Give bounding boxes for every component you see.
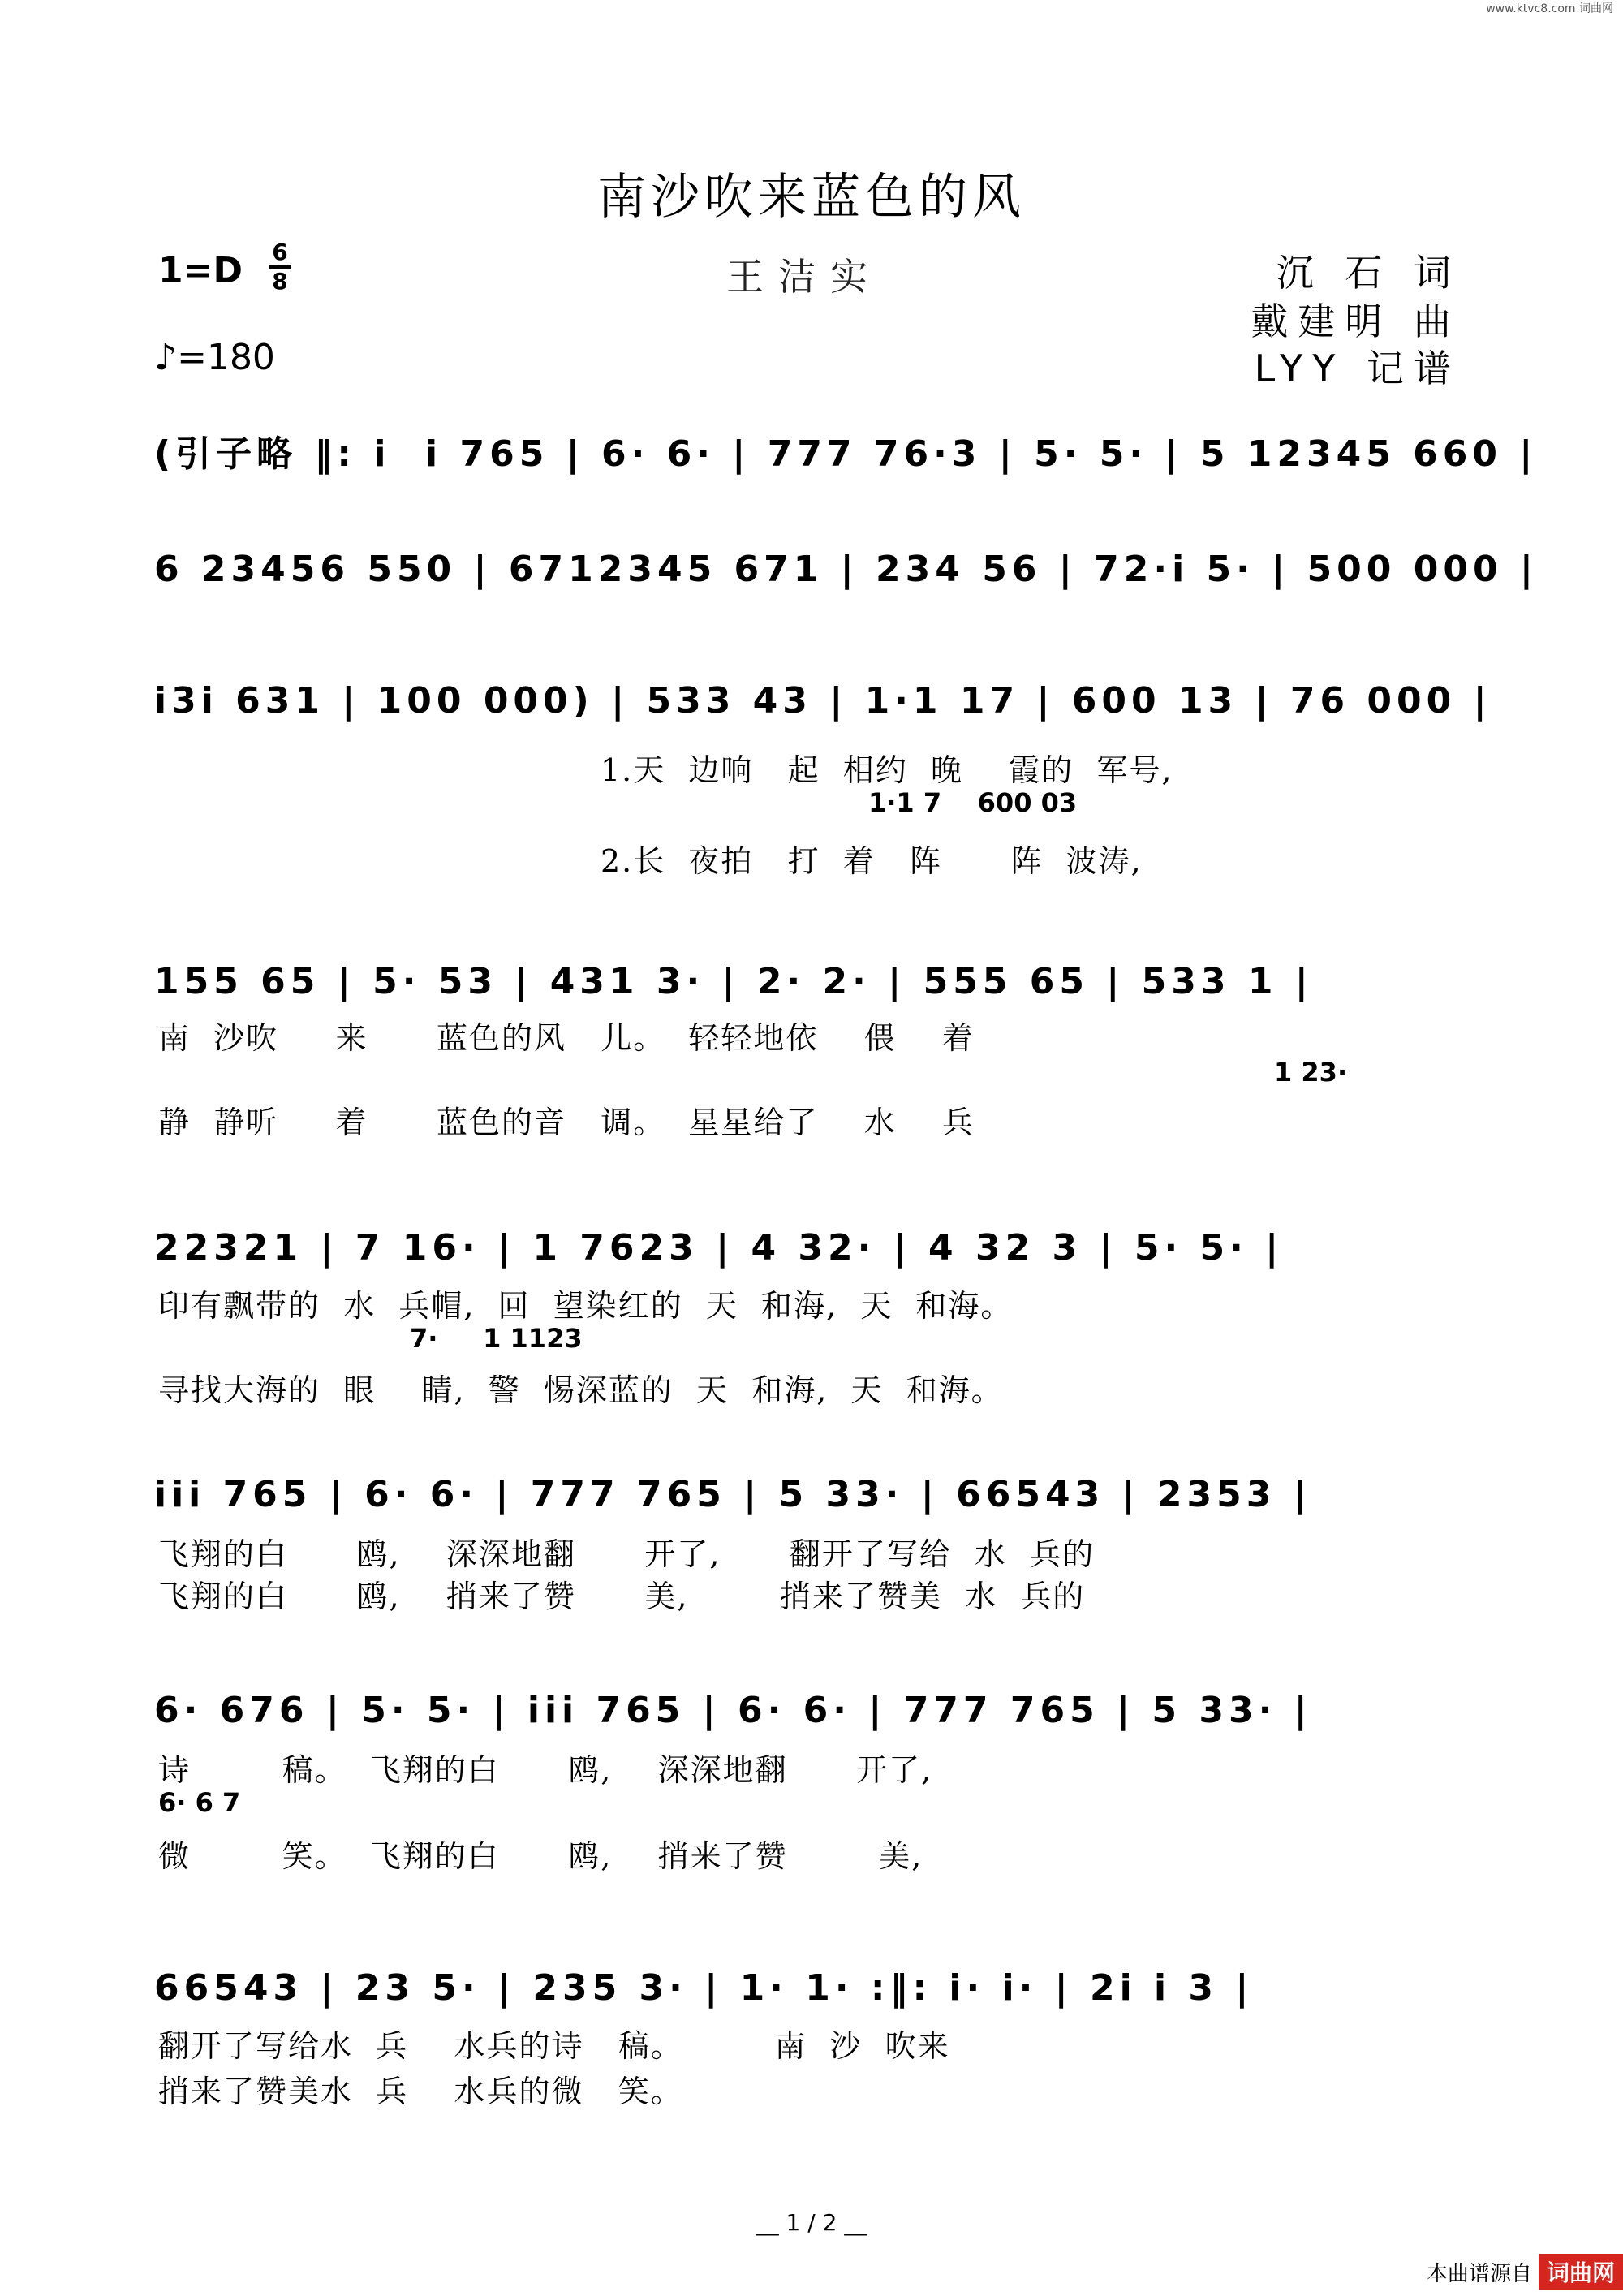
alternate-notes: 7· 1 1123 xyxy=(410,1323,583,1354)
site-url: www.ktvc8.com 词曲网 xyxy=(1486,2,1613,15)
score-line-notes: 22321 | 7 16· | 1 7623 | 4 32· | 4 32 3 | 5· 5· | xyxy=(154,1227,1284,1269)
score-line-8 xyxy=(154,1964,1469,2029)
lyric-verse-2: 静 静听 着 蓝色的音 调。 星星给了 水 兵 xyxy=(158,1105,975,1140)
lyric-verse-2: 2.长 夜拍 打 着 阵 阵 波涛, xyxy=(601,843,1143,879)
score-line-notes: i3i 631 | 100 000) | 533 43 | 1·1 17 | 600 13 | 76 000 | xyxy=(154,680,1492,722)
score-line-notes: 6 23456 550 | 6712345 671 | 234 56 | 72·i 5· | 500 000 | xyxy=(154,549,1538,590)
score-line-notes: 66543 | 23 5· | 235 3· | 1· 1· :‖: i· i· | 2i i 3 | xyxy=(154,1967,1254,2009)
time-signature xyxy=(269,240,291,294)
source-watermark xyxy=(1427,2254,1623,2290)
lyric-verse-2: 微 笑。 飞翔的白 鸥, 捎来了赞 美, xyxy=(158,1838,923,1874)
lyric-verse-1: 飞翔的白 鸥, 深深地翻 开了, 翻开了写给 水 兵的 xyxy=(158,1536,1096,1572)
key-signature: 1=D xyxy=(158,250,243,291)
score-line-notes: 6· 676 | 5· 5· | iii 765 | 6· 6· | 777 765 | 5 33· | xyxy=(154,1690,1312,1731)
score-line-5 xyxy=(154,1224,1469,1289)
time-signature-bottom: 8 xyxy=(272,268,288,295)
score-line-3 xyxy=(154,677,1492,742)
lyric-verse-1: 翻开了写给水 兵 水兵的诗 稿。 南 沙 吹来 xyxy=(158,2028,950,2064)
lyric-verse-2: 捎来了赞美水 兵 水兵的微 笑。 xyxy=(158,2074,683,2109)
source-label: 本曲谱源自 xyxy=(1426,2261,1532,2286)
page-number: __ 1 / 2 __ xyxy=(756,2209,867,2236)
alternate-notes: 6· 6 7 xyxy=(158,1787,241,1818)
alternate-notes: 1·1 7 600 03 xyxy=(868,787,1078,818)
tempo: ♪=180 xyxy=(154,337,275,378)
source-brand: 词曲网 xyxy=(1539,2254,1623,2290)
lyric-verse-1: 1.天 边响 起 相约 晚 霞的 军号, xyxy=(601,752,1173,788)
song-title: 南沙吹来蓝色的风 xyxy=(597,169,1026,226)
lyric-verse-2: 飞翔的白 鸥, 捎来了赞 美, 捎来了赞美 水 兵的 xyxy=(158,1579,1086,1614)
time-signature-top: 6 xyxy=(272,239,288,265)
transcriber: LYY 记谱 xyxy=(1254,347,1461,390)
score-line-notes: iii 765 | 6· 6· | 777 765 | 5 33· | 66543 | 2353 | xyxy=(154,1474,1311,1515)
score-line-1 xyxy=(154,430,1538,495)
lyric-verse-2: 寻找大海的 眼 睛, 警 惕深蓝的 天 和海, 天 和海。 xyxy=(158,1372,1004,1408)
score-line-6 xyxy=(154,1471,1469,1536)
singer: 王洁实 xyxy=(726,255,882,299)
lyric-verse-1: 南 沙吹 来 蓝色的风 儿。 轻轻地依 偎 着 xyxy=(158,1020,975,1056)
lyricist: 沉 石 词 xyxy=(1276,251,1461,295)
score-line-7 xyxy=(154,1686,1469,1751)
score-line-notes: (引子略 ‖: i i 765 | 6· 6· | 777 76·3 | 5· 5· | 5 12345 660 | xyxy=(154,433,1538,475)
lyric-verse-1: 诗 稿。 飞翔的白 鸥, 深深地翻 开了, xyxy=(158,1752,933,1788)
score-line-2 xyxy=(154,545,1538,610)
score-line-notes: 155 65 | 5· 53 | 431 3· | 2· 2· | 555 65 | 533 1 | xyxy=(154,961,1313,1002)
composer: 戴建明 曲 xyxy=(1251,299,1461,343)
lyric-verse-1: 印有飘带的 水 兵帽, 回 望染红的 天 和海, 天 和海。 xyxy=(158,1288,1014,1324)
alternate-notes: 1 23· xyxy=(1274,1057,1348,1088)
